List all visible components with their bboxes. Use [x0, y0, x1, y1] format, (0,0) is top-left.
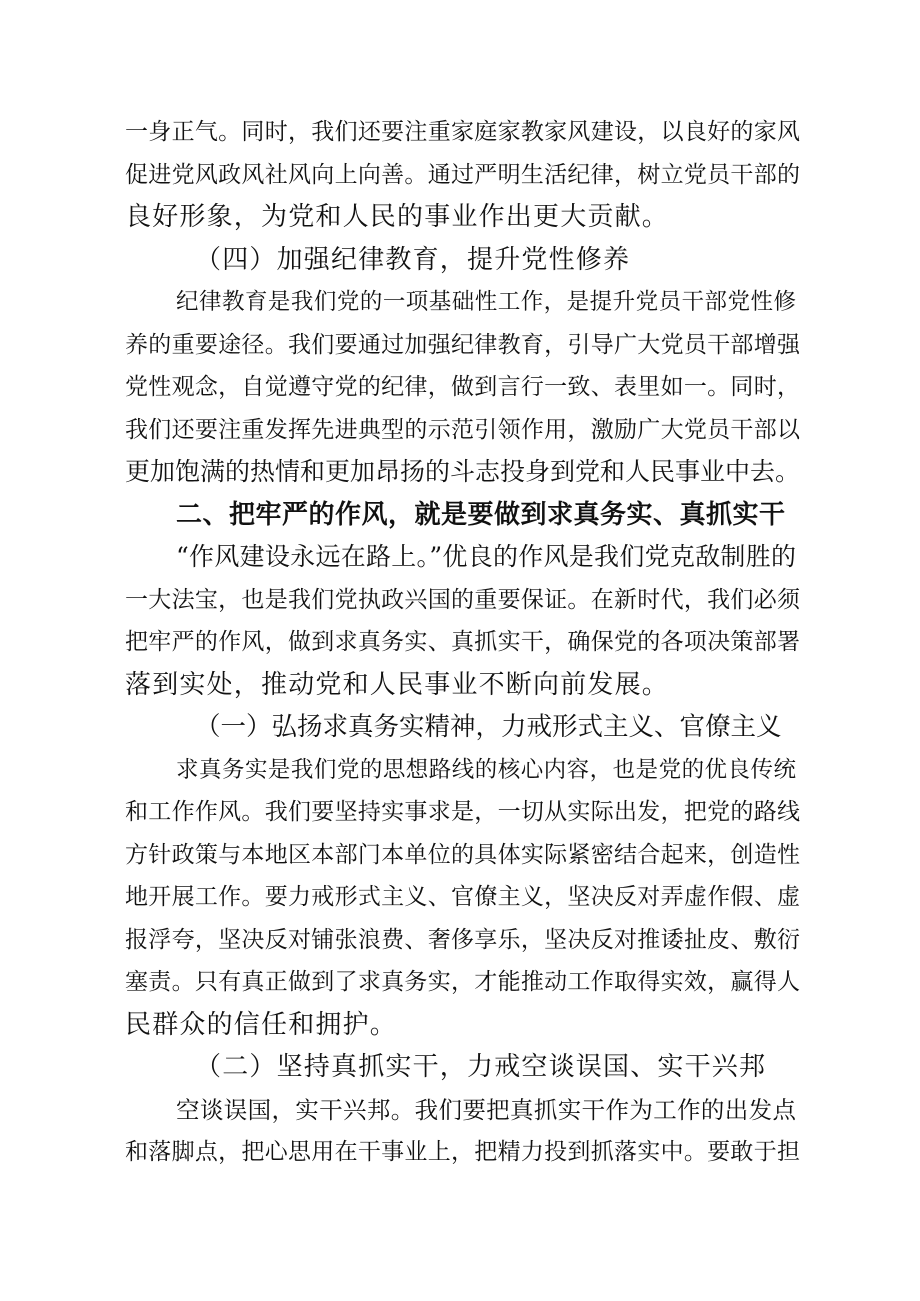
body-text-line: 养的重要途径。我们要通过加强纪律教育，引导广大党员干部增强: [125, 332, 800, 358]
body-text-line: 民群众的信任和拥护。: [125, 1010, 398, 1040]
body-text-line: 空谈误国，实干兴邦。我们要把真抓实干作为工作的出发点: [176, 1096, 796, 1124]
body-text-line: 求真务实是我们党的思想路线的核心内容，也是党的优良传统: [176, 757, 796, 783]
body-text-line: 把牢严的作风，做到求真务实、真抓实干，确保党的各项决策部署: [125, 629, 800, 655]
body-text-line: 塞责。只有真正做到了求真务实，才能推动工作取得实效，赢得人: [125, 969, 800, 995]
section-subheading: （一）弘扬求真务实精神，力戒形式主义、官僚主义: [195, 712, 782, 742]
body-text-line: 一大法宝，也是我们党执政兴国的重要保证。在新时代，我们必须: [125, 587, 800, 613]
body-text-line: 和工作作风。我们要坚持实事求是，一切从实际出发，把党的路线: [125, 799, 800, 825]
body-text-line: 良好形象，为党和人民的事业作出更大贡献。: [125, 202, 670, 232]
body-text-line: 一身正气。同时，我们还要注重家庭家教家风建设，以良好的家风: [125, 119, 800, 145]
section-heading: 二、把牢严的作风，就是要做到求真务实、真抓实干: [176, 500, 786, 530]
body-text-line: 落到实处，推动党和人民事业不断向前发展。: [125, 670, 670, 700]
body-text-line: “作风建设永远在路上。”优良的作风是我们党克敌制胜的: [176, 542, 796, 571]
body-text-line: 我们还要注重发挥先进典型的示范引领作用，激励广大党员干部以: [125, 417, 800, 443]
section-subheading: （四）加强纪律教育，提升党性修养: [195, 245, 631, 275]
body-text-line: 更加饱满的热情和更加昂扬的斗志投身到党和人民事业中去。: [125, 457, 801, 486]
body-text-line: 方针政策与本地区本部门本单位的具体实际紧密结合起来，创造性: [125, 842, 800, 868]
body-text-line: 促进党风政风社风向上向善。通过严明生活纪律，树立党员干部的: [125, 162, 800, 188]
body-text-line: 纪律教育是我们党的一项基础性工作，是提升党员干部党性修: [176, 289, 796, 315]
body-text-line: 报浮夸，坚决反对铺张浪费、奢侈享乐，坚决反对推诿扯皮、敷衍: [125, 927, 800, 953]
body-text-line: 党性观念，自觉遵守党的纪律，做到言行一致、表里如一。同时，: [125, 374, 800, 400]
body-text-line: 地开展工作。要力戒形式主义、官僚主义，坚决反对弄虚作假、虚: [125, 884, 800, 910]
section-subheading: （二）坚持真抓实干，力戒空谈误国、实干兴邦: [195, 1052, 767, 1082]
body-text-line: 和落脚点，把心思用在干事业上，把精力投到抓落实中。要敢于担: [125, 1139, 800, 1165]
